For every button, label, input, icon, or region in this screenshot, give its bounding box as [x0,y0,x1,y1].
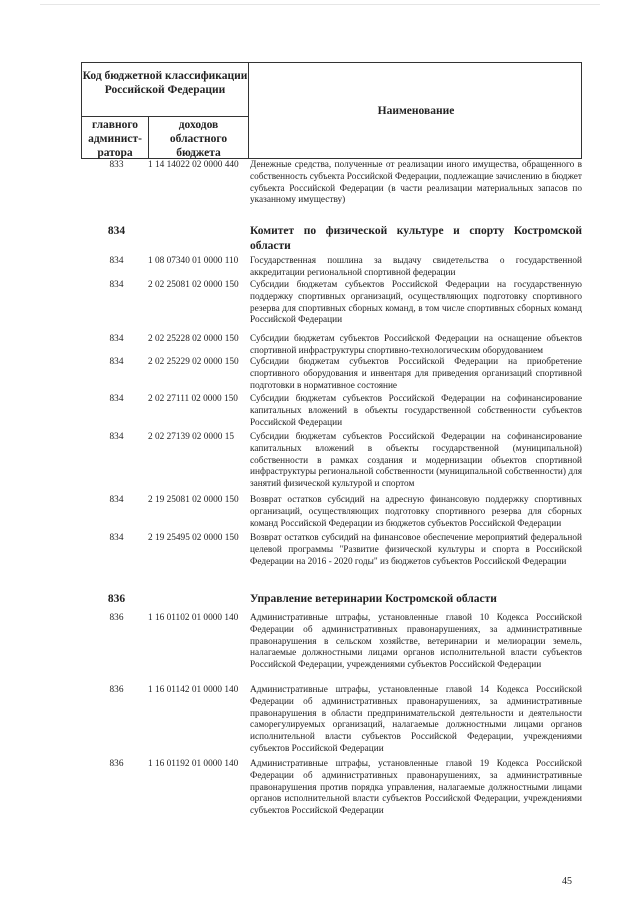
row-name: Субсидии бюджетам субъектов Российской Федерации на софинансирование капитальных вложений в объекты государственной собственности субъектов Российской Федерации [250,394,582,428]
row-name: Административные штрафы, установленные главой 14 Кодекса Российской Федерации об административных правонарушениях, за административные правонарушения в области предпринимательской деятельности и деятельности саморегулируемых организаций, налагаемые должностными лицами органов исполнительной власти субъектов Российской Федерации, учреждениями субъектов Российской Федерации [250,685,582,754]
income-code: 2 19 25495 02 0000 150 [148,533,239,543]
admin-code: 834 [109,334,124,344]
header-col-name: Наименование [377,105,455,117]
admin-code: 834 [109,256,124,266]
income-code: 2 02 27139 02 0000 15 [148,432,234,442]
admin-code: 836 [109,685,124,695]
income-code: 2 02 25081 02 0000 150 [148,280,239,290]
income-code: 1 08 07340 01 0000 110 [148,256,239,266]
row-name: Административные штрафы, установленные главой 10 Кодекса Российской Федерации об административных правонарушениях, за административные правонарушения в сельском хозяйстве, ветеринарии и мелиорации земель, налагаемые должностными лицами органов исполнительной власти субъектов Российской Федерации, учреждениями субъектов Российской Федерации [250,613,582,671]
admin-code: 833 [109,160,124,170]
row-name: Субсидии бюджетам субъектов Российской Федерации на государственную поддержку спортивных организаций, осуществляющих подготовку спортивного резерва для спортивных сборных команд, в том числе спортивных сборных команд Российской Федерации [250,280,582,326]
row-name: Субсидии бюджетам субъектов Российской Федерации на софинансирование капитальных вложений в объекты государственной (муниципальной) собственности в рамках создания и модернизации объектов спортивной инфраструктуры региональной собственности (муниципальной собственности) для занятий физической культурой и спортом [250,432,582,490]
row-name: Субсидии бюджетам субъектов Российской Федерации на приобретение спортивного оборудования и инвентаря для приведения организаций спортивной подготовки в нормативное состояние [250,357,582,391]
row-name: Субсидии бюджетам субъектов Российской Федерации на оснащение объектов спортивной инфраструктуры спортивно-технологическим оборудованием [250,334,582,356]
header-group-title: Код бюджетной классификации Российской Федерации [82,70,248,96]
income-code: 2 02 25228 02 0000 150 [148,334,239,344]
income-code: 1 16 01192 01 0000 140 [148,759,239,769]
scan-edge [40,4,600,5]
header-hline [82,116,248,117]
row-name: Административные штрафы, установленные главой 19 Кодекса Российской Федерации об административных правонарушениях, за административные правонарушения против порядка управления, налагаемые должностными лицами органов исполнительной власти субъектов Российской Федерации, учреждениями субъектов Российской Федерации [250,759,582,817]
row-name: Возврат остатков субсидий на адресную финансовую поддержку спортивных организаций, осуществляющих подготовку спортивного резерва для сборных команд Российской Федерации из бюджетов субъектов Российской Федерации [250,495,582,529]
admin-code: 834 [109,394,124,404]
admin-code: 836 [109,759,124,769]
row-name: Денежные средства, полученные от реализации иного имущества, обращенного в собственность субъекта Российской Федерации, подлежащие зачислению в бюджет субъекта Российской Федерации (в части реализации материальных запасов по указанному имуществу) [250,160,582,206]
income-code: 2 19 25081 02 0000 150 [148,495,239,505]
income-code: 2 02 25229 02 0000 150 [148,357,239,367]
row-name: Возврат остатков субсидий на финансовое обеспечение мероприятий федеральной целевой программы "Развитие физической культуры и спорта в Российской Федерации на 2016 - 2020 годы" из бюджетов субъектов Российской Федерации [250,533,582,567]
admin-code: 834 [107,225,126,237]
row-name: Государственная пошлина за выдачу свидетельства о государственной аккредитации региональной спортивной федерации [250,256,582,278]
page-number: 45 [562,876,572,887]
income-code: 2 02 27111 02 0000 150 [148,394,238,404]
admin-code: 834 [109,357,124,367]
income-code: 1 16 01142 01 0000 140 [148,685,239,695]
table-header [81,62,582,159]
section-title: Управление ветеринарии Костромской области [250,593,497,605]
admin-code: 836 [109,613,124,623]
admin-code: 834 [109,280,124,290]
section-title: Комитет по физической культуре и спорту Костромской области [250,225,582,252]
income-code: 1 16 01102 01 0000 140 [148,613,239,623]
income-code: 1 14 14022 02 0000 440 [148,160,239,170]
admin-code: 834 [109,533,124,543]
header-col-admin: главного админист-ратора [88,119,142,159]
admin-code: 836 [107,593,126,605]
admin-code: 834 [109,432,124,442]
header-col-income: доходов областного бюджета [169,119,228,159]
admin-code: 834 [109,495,124,505]
